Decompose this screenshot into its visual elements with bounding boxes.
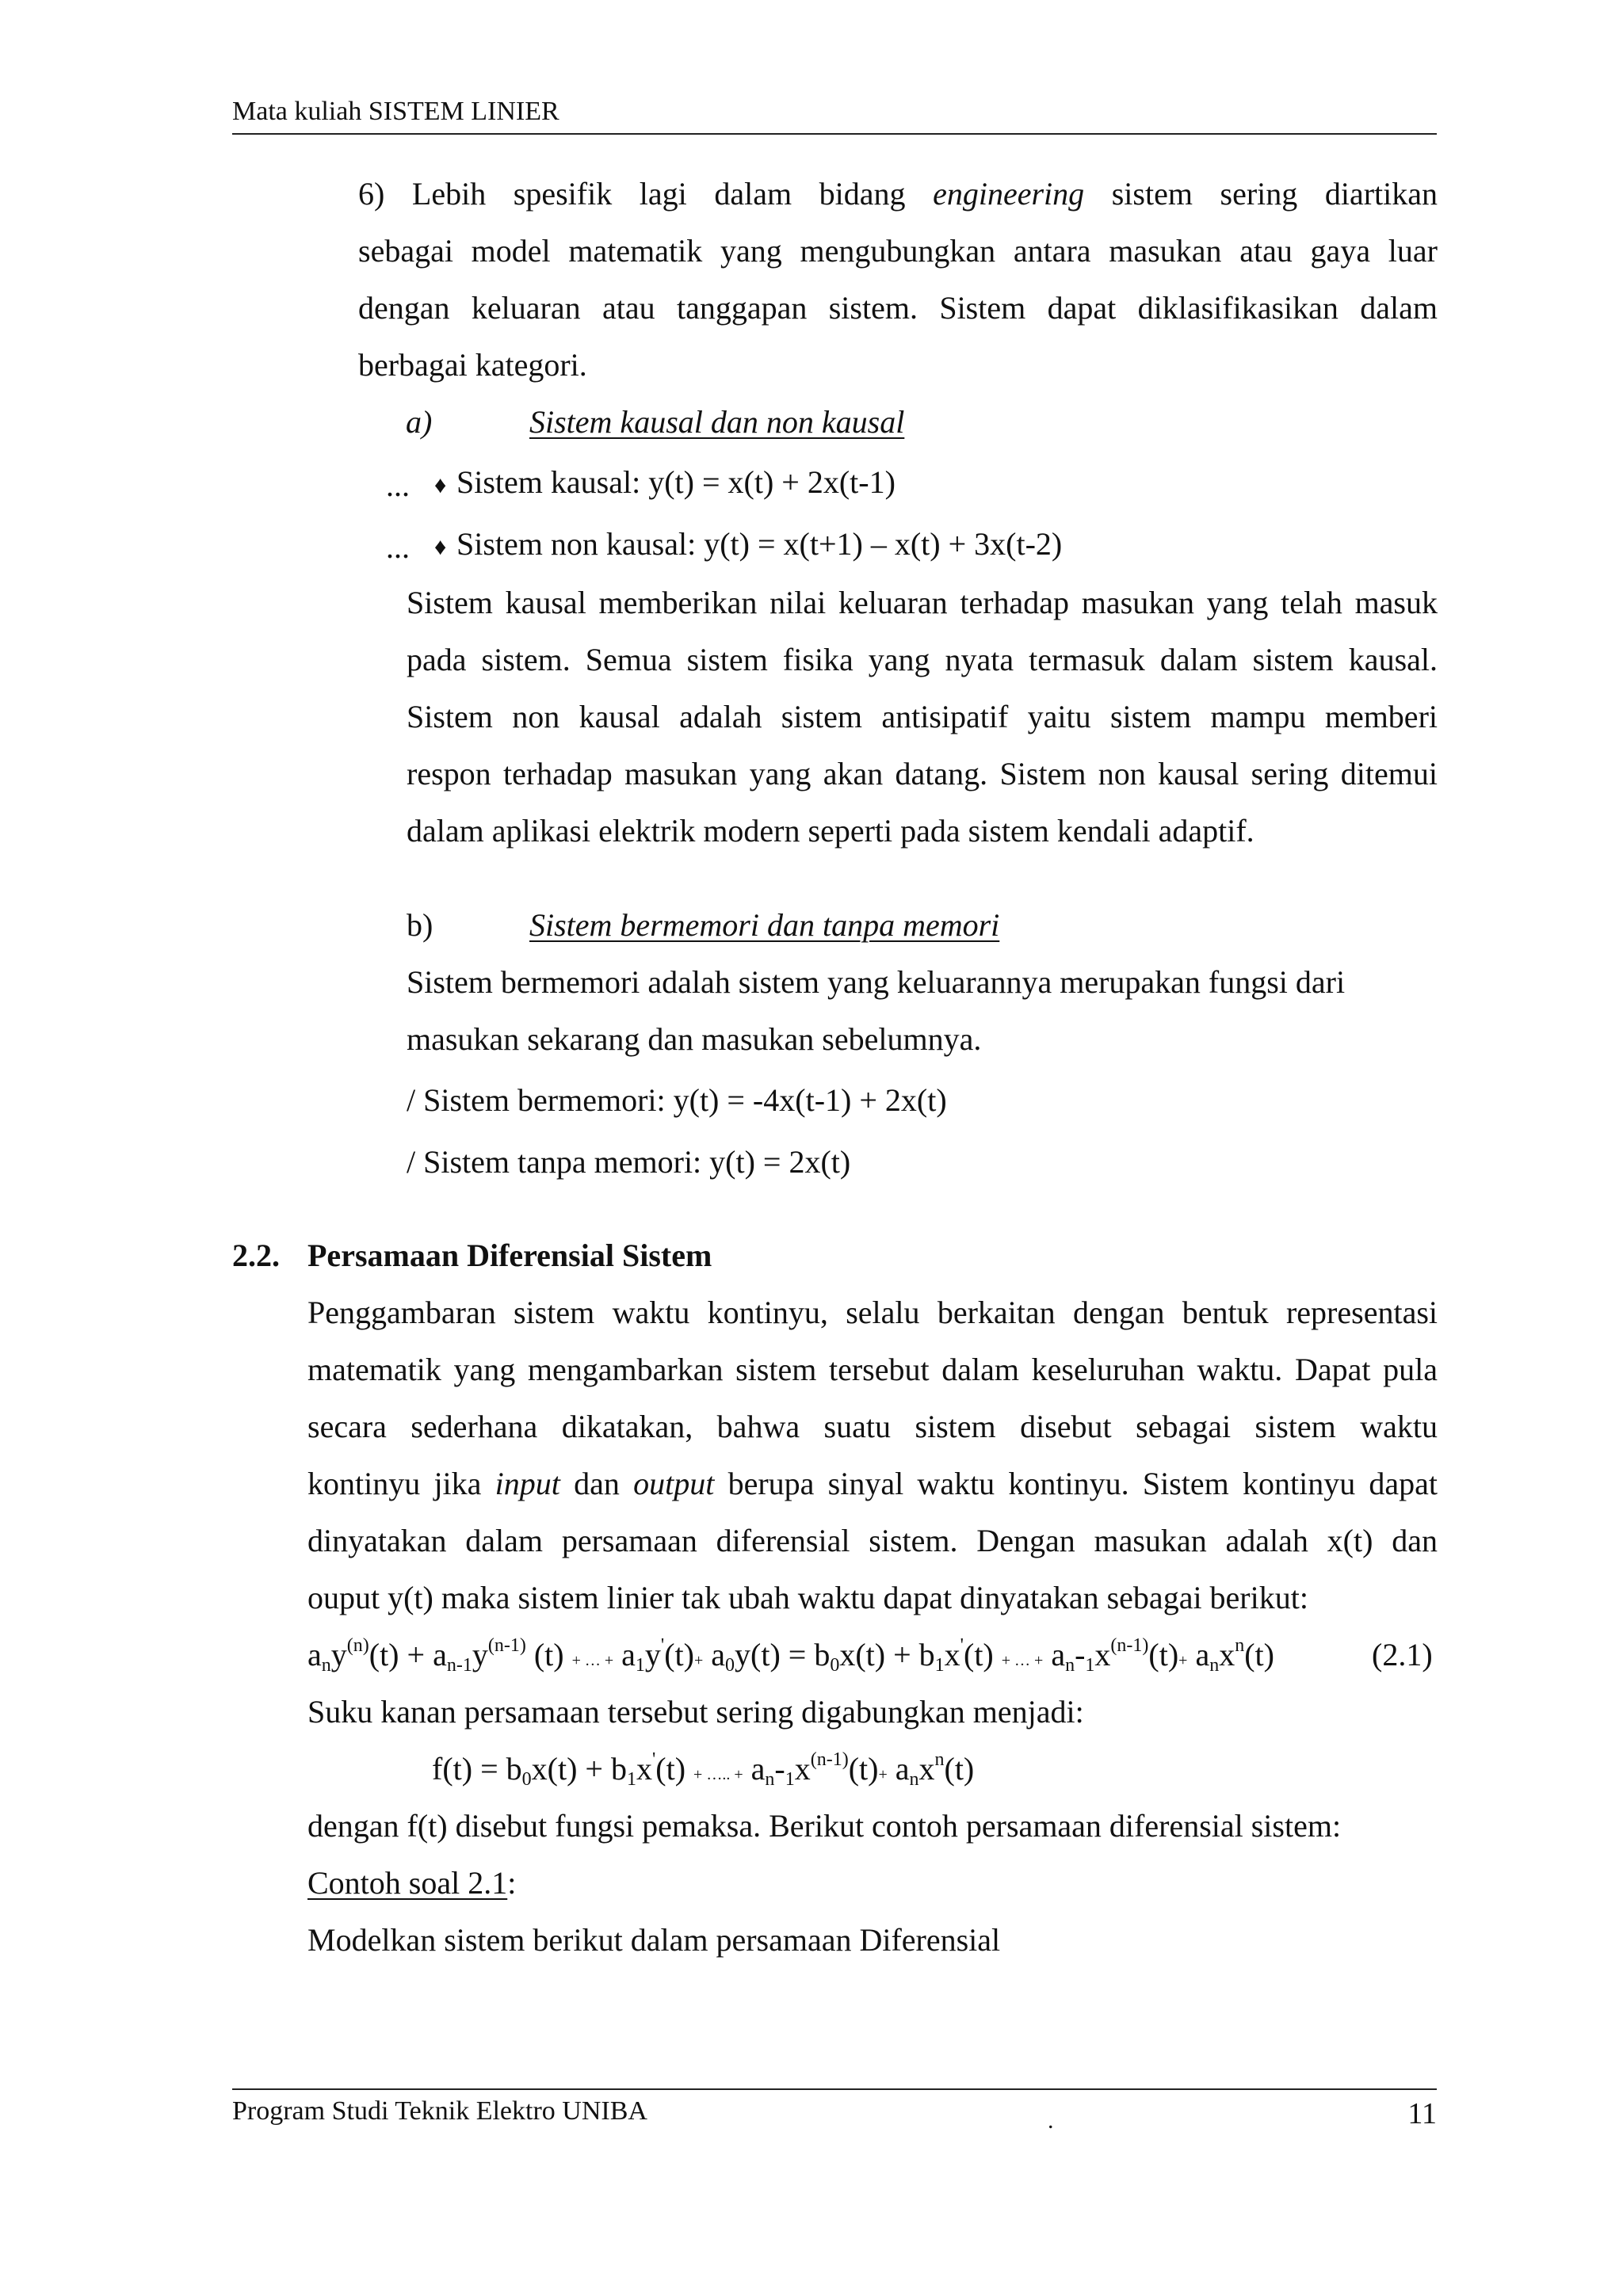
para6-line3: dengan keluaran atau tanggapan sistem. Sistem dapat diklasifikasikan dalam — [358, 290, 1438, 326]
section-a-para-line3: Sistem non kausal adalah sistem antisipatif yaitu sistem mampu memberi — [407, 699, 1438, 734]
section-a-para-line4: respon terhadap masukan yang akan datang. Sistem non kausal sering ditemui — [407, 756, 1438, 791]
para6-line4: berbagai kategori. — [358, 347, 587, 383]
para6-line1: 6) Lebih spesifik lagi dalam bidang engineering sistem sering diartikan — [358, 176, 1438, 212]
memory-example: / Sistem bermemori: y(t) = -4x(t-1) + 2x(t) — [407, 1082, 947, 1118]
section-22-after-f: dengan f(t) disebut fungsi pemaksa. Berikut contoh persamaan diferensial sistem: — [307, 1808, 1342, 1844]
footer-rule — [232, 2088, 1437, 2090]
section-a-para-line1: Sistem kausal memberikan nilai keluaran terhadap masukan yang telah masuk — [407, 585, 1438, 620]
section-title: Persamaan Diferensial Sistem — [307, 1238, 712, 1273]
bullet-marker: ... — [386, 529, 410, 565]
example-heading: Contoh soal 2.1: — [307, 1865, 517, 1901]
noncausal-example: Sistem non kausal: y(t) = x(t+1) – x(t) + 3x(t-2) — [456, 526, 1063, 562]
differential-equation: $a_ny^{(n)}(t) + a_{n-1}y^{(n-1)}$ (t) + … + $a_1y'(t)+ a_0y(t) = b_0x(t) + b_1x'(t)$ + … + $a_n-_1x^{(n-1)}(t)+ a_nx^n(t)$ — [307, 1635, 1274, 1676]
section-22-line1: Penggambaran sistem waktu kontinyu, selalu berkaitan dengan bentuk representasi — [307, 1295, 1438, 1330]
section-a-para-line5: dalam aplikasi elektrik modern seperti pada sistem kendali adaptif. — [407, 813, 1254, 849]
section-b-title: Sistem bermemori dan tanpa memori — [529, 907, 1000, 943]
equation-number: (2.1) — [1372, 1637, 1433, 1672]
running-footer: Program Studi Teknik Elektro UNIBA — [232, 2096, 647, 2126]
memoryless-example: / Sistem tanpa memori: y(t) = 2x(t) — [407, 1144, 851, 1180]
section-22-after-eq: Suku kanan persamaan tersebut sering digabungkan menjadi: — [307, 1694, 1084, 1730]
section-22-line4: kontinyu jika input dan output berupa sinyal waktu kontinyu. Sistem kontinyu dapat — [307, 1466, 1438, 1501]
emphasis-output: output — [633, 1466, 715, 1501]
section-22-line3: secara sederhana dikatakan, bahwa suatu sistem disebut sebagai sistem waktu — [307, 1409, 1438, 1444]
example-text: Modelkan sistem berikut dalam persamaan Diferensial — [307, 1922, 1001, 1958]
para6-line2: sebagai model matematik yang mengubungkan antara masukan atau gaya luar — [358, 233, 1438, 269]
footer-dot: . — [1048, 2107, 1054, 2134]
emphasis-input: input — [495, 1466, 560, 1501]
section-b-label: b) — [407, 907, 433, 943]
section-22-line6: ouput y(t) maka sistem linier tak ubah waktu dapat dinyatakan sebagai berikut: — [307, 1580, 1308, 1615]
diamond-bullet-icon: ♦ — [434, 472, 447, 498]
section-a-para-line2: pada sistem. Semua sistem fisika yang nyata termasuk dalam sistem kausal. — [407, 642, 1438, 677]
section-22-line2: matematik yang mengambarkan sistem tersebut dalam keseluruhan waktu. Dapat pula — [307, 1352, 1438, 1387]
running-header: Mata kuliah SISTEM LINIER — [232, 97, 559, 126]
section-a-title: Sistem kausal dan non kausal — [529, 404, 905, 440]
header-rule — [232, 133, 1437, 135]
para6-number: 6) — [358, 176, 385, 212]
section-b-para-line2: masukan sekarang dan masukan sebelumnya. — [407, 1021, 982, 1057]
section-22-line5: dinyatakan dalam persamaan diferensial sistem. Dengan masukan adalah x(t) dan — [307, 1523, 1438, 1558]
section-number: 2.2. — [232, 1238, 280, 1273]
emphasis-engineering: engineering — [933, 176, 1085, 212]
forcing-function-equation: $f(t) = b_0x(t) + b_1x'(t)$ + ….. + $a_n-_1x^{(n-1)}(t)+ a_nx^n(t)$ — [432, 1749, 975, 1791]
causal-example: Sistem kausal: y(t) = x(t) + 2x(t-1) — [456, 464, 896, 500]
section-a-label: a) — [406, 404, 433, 440]
bullet-marker: ... — [386, 467, 410, 503]
diamond-bullet-icon: ♦ — [434, 534, 447, 560]
page-number: 11 — [1407, 2097, 1437, 2130]
section-b-para-line1: Sistem bermemori adalah sistem yang keluarannya merupakan fungsi dari — [407, 964, 1346, 1000]
